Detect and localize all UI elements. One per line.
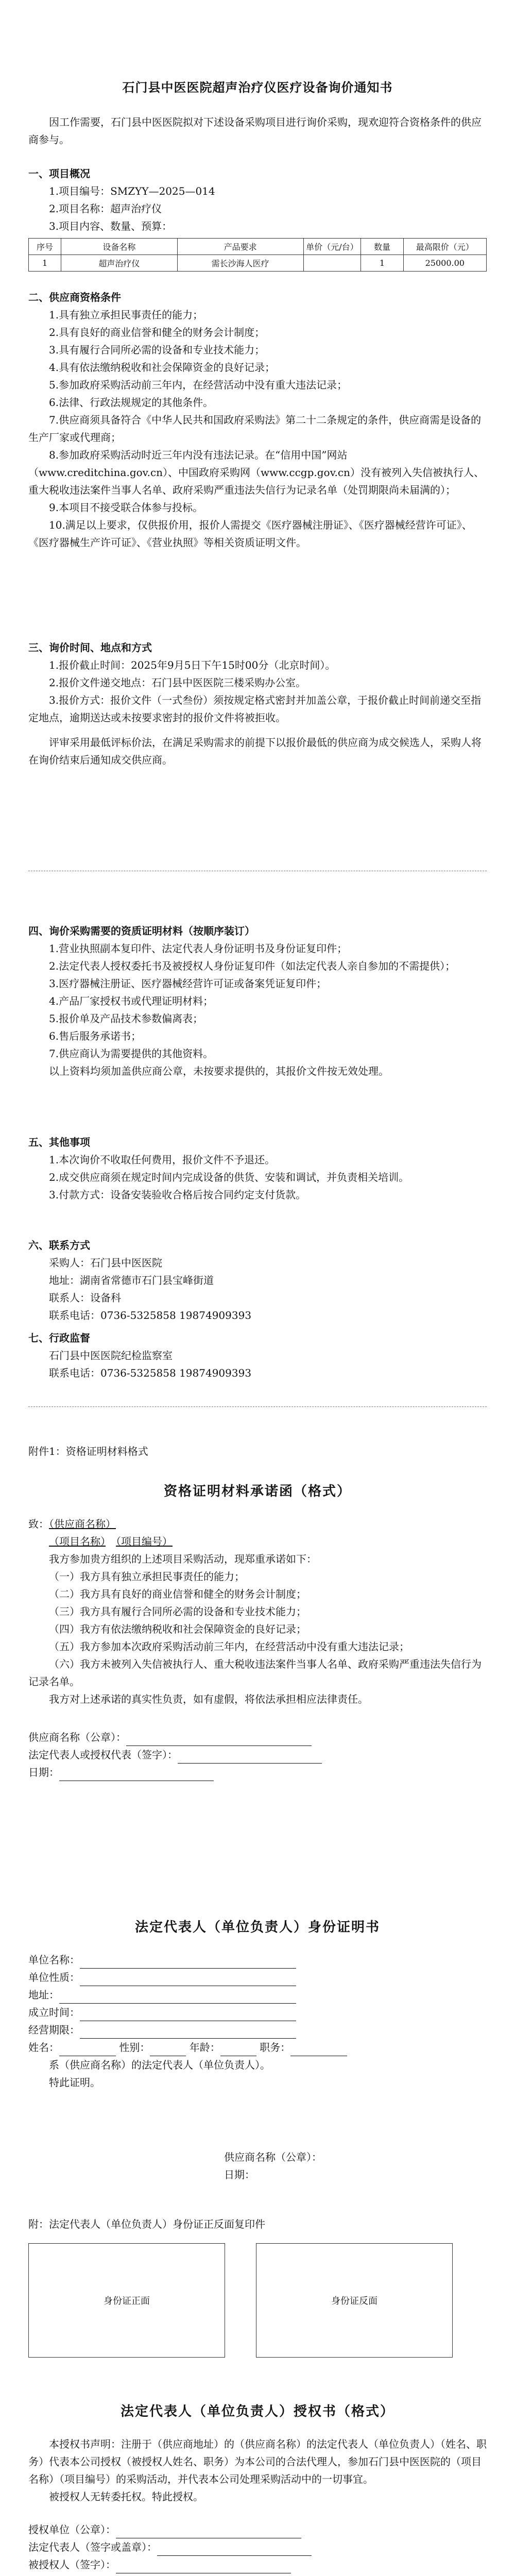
identity-field: [28, 2004, 487, 2021]
sign-blank[interactable]: [116, 2558, 291, 2573]
id-copy-block: [28, 2215, 487, 2358]
identity-blank[interactable]: [80, 2006, 296, 2021]
identity-sign: [28, 2148, 487, 2183]
att1-list-item: （五）我方参加本次政府采购活动前三年内，在经营活动中没有重大违法记录；: [49, 1640, 409, 1653]
s1-item: 3.项目内容、数量、预算：: [49, 220, 173, 232]
authorization-body: 本授权书声明：注册于（供应商地址）的（供应商名称）的法定代表人（单位负责人）（姓名、职务）代表本公司授权（被授权人姓名、职务）为本公司的合法代理人，参加石门县中医医院的（项目名称）（项目编号）的采购活动，并代表本公司处理采购活动中的一切事宜。: [28, 2438, 487, 2485]
sign-line: [28, 1746, 487, 1764]
s2-para: 7.供应商须具备符合《中华人民共和国政府采购法》第二十二条规定的条件，供应商需是设备的生产厂家或代理商；: [28, 414, 482, 444]
identity-field-label: 成立时间：: [28, 2006, 80, 2019]
section-7: [28, 1329, 487, 1382]
att1-list-item: （六）我方未被列入失信被执行人、重大税收违法案件当事人名单、政府采购严重违法失信行为记录名单。: [28, 1658, 482, 1688]
person-label: 性别：: [119, 2041, 150, 2054]
att1-to: [28, 1515, 487, 1533]
sign-label: 供应商名称（公章）：: [28, 1731, 126, 1743]
s4-item: 2.法定代表人授权委托书及被授权人身份证复印件（如法定代表人亲自参加的不需提供）；: [49, 960, 456, 972]
s3-note: 评审采用最低评标价法，在满足采购需求的前提下以报价最低的供应商为成交候选人，采购人将在询价结束后通知成交供应商。: [28, 736, 482, 766]
sign-line: [28, 1728, 487, 1746]
section-3-heading: 三、询价时间、地点和方式: [28, 641, 152, 654]
sign-line: [28, 1764, 487, 1781]
person-blank[interactable]: [59, 2041, 116, 2056]
sign-line: [28, 2538, 487, 2556]
t1-cell: 需长沙海人医疗: [177, 255, 303, 272]
s2-item: 3.具有履行合同所必需的设备和专业技术能力；: [49, 344, 265, 356]
sign-blank[interactable]: [116, 2523, 301, 2538]
att1-list-item: （一）我方具有独立承担民事责任的能力；: [49, 1570, 245, 1583]
section-2: [28, 289, 487, 551]
sign-blank[interactable]: [126, 1731, 312, 1746]
person-label: 年龄：: [189, 2041, 220, 2054]
section-4: [28, 922, 487, 1080]
att1-close: 我方对上述承诺的真实性负责，如有虚假，将依法承担相应法律责任。: [49, 1693, 368, 1705]
att1-to-label: 致：: [28, 1518, 49, 1530]
identity-blank[interactable]: [80, 1971, 296, 1986]
s1-item: 2.项目名称：超声治疗仪: [49, 202, 162, 215]
t1-cell: 超声治疗仪: [61, 255, 178, 272]
sign-label: 授权单位（公章）：: [28, 2523, 116, 2536]
t1-header: 单价（元/台）: [303, 239, 361, 255]
t1-header: 数量: [361, 239, 403, 255]
section-5: [28, 1133, 487, 1204]
identity-field: [28, 2021, 487, 2039]
identity-field-label: 经营期限：: [28, 2024, 80, 2036]
person-blank[interactable]: [220, 2041, 256, 2056]
section-2-heading: 二、供应商资格条件: [28, 291, 121, 303]
t1-header: 产品要求: [177, 239, 303, 255]
s5-item: 2.成交供应商须在规定时间内完成设备的供货、安装和调试，并负责相关培训。: [49, 1171, 409, 1183]
attachment-1: [28, 1443, 487, 1781]
s3-para: 1.报价截止时间：2025年9月5日下午15时00分（北京时间）。: [49, 659, 336, 671]
identity-note: 特此证明。: [49, 2076, 100, 2089]
section-3: [28, 639, 487, 769]
title-block: [28, 77, 487, 95]
att1-list-item: （四）我方有依法缴纳税收和社会保障资金的良好记录；: [49, 1623, 306, 1635]
sign-blank[interactable]: [59, 1766, 214, 1781]
s4-item: 3.医疗器械注册证、医疗器械经营许可证或备案凭证复印件；: [49, 977, 327, 990]
id-back-label: 身份证反面: [331, 2296, 377, 2307]
identity-title: 法定代表人（单位负责人）身份证明书: [134, 1920, 380, 1935]
t1-header: 设备名称: [61, 239, 178, 255]
t1-cell: 1: [29, 255, 61, 272]
s7-tel: 联系电话：0736-5325858 19874909393: [49, 1367, 252, 1379]
s2-para: 9.本项目不接受联合体参与投标。: [49, 501, 203, 514]
t1-header: 最高限价（元）: [403, 239, 486, 255]
sign-line: [28, 2166, 487, 2183]
s4-item: 6.售后服务承诺书；: [49, 1030, 142, 1042]
sign-label: 供应商名称（公章）：: [224, 2151, 322, 2163]
s7-text: 石门县中医医院纪检监察室: [49, 1349, 173, 1362]
s3-para: 2.报价文件递交地点：石门县中医医院三楼采购办公室。: [49, 676, 306, 689]
person-blank[interactable]: [150, 2041, 186, 2056]
sign-label: 法定代表人或授权代表（签字）：: [28, 1749, 178, 1761]
sign-line: [28, 2521, 487, 2538]
identity-field-label: 单位名称：: [28, 1954, 80, 1966]
identity-person: [28, 2039, 487, 2056]
id-back-box: [256, 2243, 453, 2358]
s6-item: 联系电话：0736-5325858 19874909393: [49, 1309, 252, 1321]
t1-cell: 25000.00: [403, 255, 486, 272]
budget-table: [28, 238, 487, 272]
sign-blank[interactable]: [178, 1749, 322, 1764]
sign-line: [28, 2573, 487, 2576]
sign-line: [28, 2148, 487, 2166]
id-front-box: [28, 2243, 225, 2358]
s2-item: 5.参加政府采购活动前三年内，在经营活动中没有重大违法记录；: [49, 379, 348, 391]
id-caption: 附：法定代表人（单位负责人）身份证正反面复印件: [28, 2218, 265, 2230]
att1-project-line: [28, 1533, 487, 1550]
identity-field: [28, 1986, 487, 2004]
id-boxes: [28, 2243, 487, 2358]
s2-item: 1.具有独立承担民事责任的能力；: [49, 309, 203, 321]
section-7-heading: 七、行政监督: [28, 1332, 90, 1344]
identity-field-label: 单位性质：: [28, 1971, 80, 1984]
s6-item: 联系人：设备科: [49, 1292, 121, 1304]
section-1-heading: 一、项目概况: [28, 167, 90, 180]
intro-text: 因工作需要，石门县中医医院拟对下述设备采购项目进行询价采购，现欢迎符合资格条件的供应商参与。: [28, 116, 482, 146]
att1-fill: （供应商名称）: [49, 1518, 116, 1530]
divider: [28, 1406, 487, 1407]
section-1: [28, 165, 487, 272]
authorization-sign: [28, 2521, 487, 2576]
identity-field: [28, 1951, 487, 1969]
att1-list-item: （二）我方具有良好的商业信誉和健全的财务会计制度；: [49, 1588, 306, 1600]
att1-signature: [28, 1728, 487, 1781]
s2-para: 8.参加政府采购活动时近三年内没有违法记录。在“信用中国”网站（www.creditchina.gov.cn）、中国政府采购网（www.ccgp.gov.cn）没有被列入失信被执行人、重大税收违法案件当事人名单、政府采购严重违法失信行为记录名单（处罚期限尚未届满的）；: [28, 449, 484, 496]
s4-note: 以上资料均须加盖供应商公章，未按要求提供的，其报价文件按无效处理。: [49, 1065, 389, 1077]
identity-field-label: 地址：: [28, 1989, 59, 2001]
authorization-rule: 被授权人无转委托权。特此授权。: [49, 2490, 203, 2503]
s6-item: 地址：湖南省常德市石门县宝峰街道: [49, 1274, 214, 1286]
sign-label: 日期：: [28, 1766, 59, 1778]
attachment-identity: [28, 1917, 487, 2091]
sign-blank[interactable]: [157, 2541, 312, 2556]
s1-item: 1.项目编号：SMZYY—2025—014: [49, 185, 215, 197]
person-label: 职务：: [260, 2041, 291, 2054]
s2-item: 2.具有良好的商业信誉和健全的财务会计制度；: [49, 326, 265, 338]
sign-label: 日期：: [224, 2168, 255, 2181]
att1-body: 我方参加贵方组织的上述项目采购活动，现郑重承诺如下：: [49, 1553, 317, 1565]
s2-item: 4.具有依法缴纳税收和社会保障资金的良好记录；: [49, 361, 276, 374]
t1-cell: [303, 255, 361, 272]
identity-blank[interactable]: [80, 2024, 296, 2039]
attachment-1-label: 附件1：资格证明材料格式: [28, 1445, 148, 1458]
section-4-heading: 四、询价采购需要的资质证明材料（按顺序装订）: [28, 925, 255, 937]
section-6: [28, 1236, 487, 1324]
sign-line: [28, 2556, 487, 2573]
s3-para: 3.报价方式：报价文件（一式叁份）须按规定格式密封并加盖公章，于报价截止时间前递交至指定地点，逾期送达或未按要求密封的报价文件将被拒收。: [28, 694, 482, 724]
att1-fill: （项目编号）: [116, 1535, 173, 1548]
person-label: 姓名：: [28, 2041, 59, 2054]
t1-cell: 1: [361, 255, 403, 272]
id-front-label: 身份证正面: [104, 2296, 150, 2307]
s5-item: 1.本次询价不收取任何费用，报价文件不予退还。: [49, 1154, 276, 1166]
identity-body: 系（供应商名称）的法定代表人（单位负责人）。: [49, 2059, 270, 2071]
sign-label: 被授权人（签字）：: [28, 2558, 116, 2571]
s2-item: 6.法律、行政法规规定的其他条件。: [49, 396, 214, 409]
authorization-title: 法定代表人（单位负责人）授权书（格式）: [120, 2404, 394, 2419]
section-6-heading: 六、联系方式: [28, 1239, 90, 1251]
s6-item: 采购人：石门县中医医院: [49, 1257, 162, 1269]
sign-label: 法定代表人（签字或盖章）：: [28, 2541, 157, 2553]
s4-item: 4.产品厂家授权书或代理证明材料；: [49, 995, 214, 1007]
document-title: 石门县中医医院超声治疗仪医疗设备询价通知书: [122, 80, 393, 95]
s4-item: 5.报价单及产品技术参数偏离表；: [49, 1012, 203, 1025]
attachment-1-title: 资格证明材料承诺函（格式）: [163, 1484, 351, 1499]
s2-para: 10.满足以上要求，仅供报价用，报价人需提交《医疗器械注册证》、《医疗器械经营许可证》、《医疗器械生产许可证》、《营业执照》等相关资质证明文件。: [28, 519, 472, 549]
att1-list-item: （三）我方具有履行合同所必需的设备和专业技术能力；: [49, 1605, 306, 1618]
s4-item: 7.供应商认为需要提供的其他资料。: [49, 1047, 214, 1060]
identity-field: [28, 1969, 487, 1986]
s5-item: 3.付款方式：设备安装验收合格后按合同约定支付货款。: [49, 1189, 306, 1201]
t1-header: 序号: [29, 239, 61, 255]
identity-blank[interactable]: [80, 1954, 296, 1969]
section-5-heading: 五、其他事项: [28, 1136, 90, 1148]
intro-block: [28, 113, 487, 148]
att1-fill: （项目名称）: [49, 1535, 106, 1548]
person-blank[interactable]: [290, 2041, 347, 2056]
s4-item: 1.营业执照副本复印件、法定代表人身份证明书及身份证复印件；: [49, 942, 348, 955]
attachment-authorization: [28, 2401, 487, 2576]
identity-blank[interactable]: [59, 1989, 296, 2004]
